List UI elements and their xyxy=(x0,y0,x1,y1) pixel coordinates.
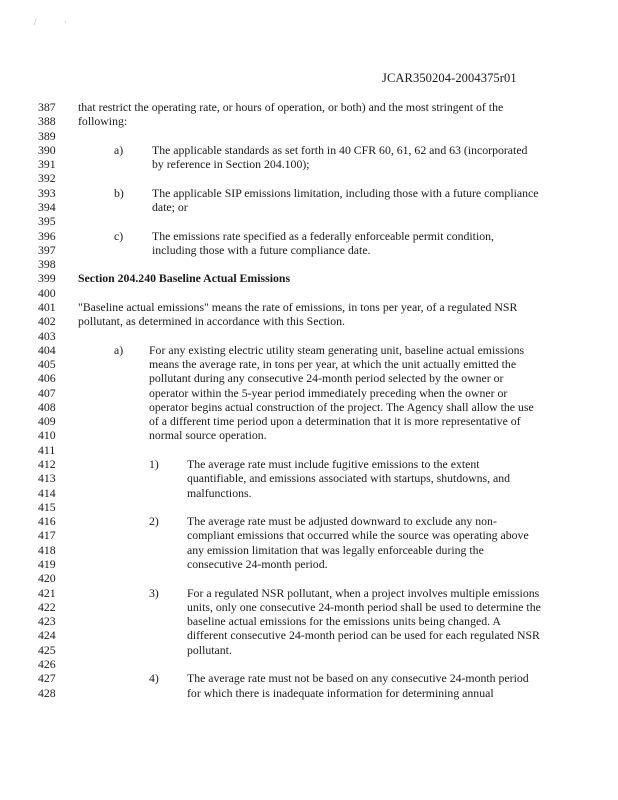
line-number: 399 xyxy=(38,271,56,286)
line-text: of a different time period upon a determination that it is more representative of xyxy=(149,414,521,429)
line-text: The applicable standards as set forth in 40 CFR 60, 61, 62 and 63 (incorporated xyxy=(152,142,528,157)
line-number: 416 xyxy=(38,514,56,529)
line-text: baseline actual emissions for the emissions units being changed. A xyxy=(187,614,501,629)
line-text: The average rate must be adjusted downward to exclude any non- xyxy=(187,514,497,529)
text-line xyxy=(0,271,618,285)
text-line xyxy=(0,400,618,414)
text-line xyxy=(0,243,618,257)
line-number: 400 xyxy=(38,285,56,300)
line-text: operator begins actual construction of the project. The Agency shall allow the use xyxy=(149,399,534,414)
text-line xyxy=(0,514,618,528)
line-number: 401 xyxy=(38,299,56,314)
text-line xyxy=(0,600,618,614)
text-line xyxy=(0,171,618,185)
line-text: The average rate must not be based on any consecutive 24-month period xyxy=(187,671,529,686)
line-text: pollutant during any consecutive 24-month period selected by the owner or xyxy=(149,371,504,386)
line-text: any emission limitation that was legally enforceable during the xyxy=(187,542,484,557)
line-text: malfunctions. xyxy=(187,485,252,500)
line-text: pollutant, as determined in accordance with this Section. xyxy=(78,314,345,329)
list-marker: a) xyxy=(114,342,124,357)
text-line xyxy=(0,386,618,400)
text-line xyxy=(0,614,618,628)
line-text: pollutant. xyxy=(187,642,232,657)
line-text: means the average rate, in tons per year, at which the unit actually emitted the xyxy=(149,357,517,371)
scan-mark: / xyxy=(34,17,37,27)
line-number: 397 xyxy=(38,242,56,257)
text-line xyxy=(0,528,618,542)
line-text: quantifiable, and emissions associated with startups, shutdowns, and xyxy=(187,471,511,486)
line-text: different consecutive 24-month period can be used for each regulated NSR xyxy=(187,628,540,643)
line-number: 428 xyxy=(38,685,56,700)
text-line xyxy=(0,314,618,328)
text-line xyxy=(0,143,618,157)
text-line xyxy=(0,357,618,371)
text-line xyxy=(0,343,618,357)
line-number: 423 xyxy=(38,614,56,629)
line-number: 388 xyxy=(38,114,56,129)
text-line xyxy=(0,100,618,114)
line-number: 402 xyxy=(38,314,56,329)
list-marker: c) xyxy=(114,228,124,243)
line-text: date; or xyxy=(152,200,188,214)
text-line xyxy=(0,657,618,671)
line-number: 389 xyxy=(38,128,56,143)
line-text: "Baseline actual emissions" means the rate of emissions, in tons per year, of a regulated NSR xyxy=(78,299,518,314)
list-marker: 3) xyxy=(149,585,159,600)
line-text: The applicable SIP emissions limitation, including those with a future compliance xyxy=(152,185,539,200)
line-number: 418 xyxy=(38,542,56,557)
line-text: operator within the 5-year period immediately preceding when the owner or xyxy=(149,385,508,400)
line-number: 398 xyxy=(38,257,56,272)
line-number: 414 xyxy=(38,485,56,500)
line-text: that restrict the operating rate, or hours of operation, or both) and the most stringent of the xyxy=(78,100,504,114)
line-number: 425 xyxy=(38,642,56,657)
line-text: following: xyxy=(78,114,128,129)
line-number: 410 xyxy=(38,428,56,443)
text-line xyxy=(0,186,618,200)
line-number: 420 xyxy=(38,571,56,586)
line-number: 387 xyxy=(38,100,56,114)
text-line xyxy=(0,586,618,600)
line-number: 393 xyxy=(38,185,56,200)
line-text: including those with a future compliance date. xyxy=(152,242,371,257)
text-line xyxy=(0,500,618,514)
line-text: For a regulated NSR pollutant, when a project involves multiple emissions xyxy=(187,585,540,600)
line-number: 395 xyxy=(38,214,56,229)
scan-mark: · xyxy=(64,17,67,27)
line-text: consecutive 24-month period. xyxy=(187,557,328,571)
line-number: 408 xyxy=(38,399,56,414)
line-number: 415 xyxy=(38,499,56,514)
text-line xyxy=(0,571,618,585)
line-text: The emissions rate specified as a federally enforceable permit condition, xyxy=(152,228,494,243)
line-number: 406 xyxy=(38,371,56,386)
line-number: 427 xyxy=(38,671,56,686)
line-number: 407 xyxy=(38,385,56,400)
text-line xyxy=(0,543,618,557)
text-line xyxy=(0,257,618,271)
list-marker: b) xyxy=(114,185,124,200)
text-line xyxy=(0,443,618,457)
line-number: 412 xyxy=(38,457,56,471)
text-line xyxy=(0,486,618,500)
line-text: by reference in Section 204.100); xyxy=(152,157,310,172)
section-heading: Section 204.240 Baseline Actual Emissions xyxy=(78,271,291,286)
text-line xyxy=(0,114,618,128)
text-line xyxy=(0,471,618,485)
line-number: 391 xyxy=(38,157,56,172)
list-marker: 4) xyxy=(149,671,159,686)
text-line xyxy=(0,686,618,700)
list-marker: 1) xyxy=(149,457,159,471)
line-number: 421 xyxy=(38,585,56,600)
line-text: for which there is inadequate information for determining annual xyxy=(187,685,494,700)
text-line xyxy=(0,628,618,642)
text-line xyxy=(0,643,618,657)
text-line xyxy=(0,286,618,300)
line-number: 404 xyxy=(38,342,56,357)
line-number: 417 xyxy=(38,528,56,543)
line-number: 390 xyxy=(38,142,56,157)
text-line xyxy=(0,457,618,471)
document-id: JCAR350204-2004375r01 xyxy=(382,71,517,85)
line-number: 426 xyxy=(38,656,56,671)
line-number: 403 xyxy=(38,328,56,343)
line-number: 424 xyxy=(38,628,56,643)
text-line xyxy=(0,329,618,343)
line-number: 396 xyxy=(38,228,56,243)
text-line xyxy=(0,300,618,314)
line-number: 419 xyxy=(38,557,56,571)
line-number: 413 xyxy=(38,471,56,486)
list-marker: 2) xyxy=(149,514,159,529)
text-line xyxy=(0,371,618,385)
text-line xyxy=(0,557,618,571)
line-text: The average rate must include fugitive emissions to the extent xyxy=(187,457,480,471)
line-number: 411 xyxy=(38,442,56,457)
line-text: units, only one consecutive 24-month period shall be used to determine the xyxy=(187,599,541,614)
text-line xyxy=(0,229,618,243)
line-number: 422 xyxy=(38,599,56,614)
text-line xyxy=(0,671,618,685)
text-line xyxy=(0,200,618,214)
text-line xyxy=(0,214,618,228)
line-number: 405 xyxy=(38,357,56,371)
line-number: 392 xyxy=(38,171,56,186)
line-text: compliant emissions that occurred while the source was operating above xyxy=(187,528,529,543)
line-text: normal source operation. xyxy=(149,428,267,443)
text-line xyxy=(0,414,618,428)
list-marker: a) xyxy=(114,142,124,157)
line-number: 394 xyxy=(38,200,56,214)
text-line xyxy=(0,428,618,442)
text-line xyxy=(0,129,618,143)
line-text: For any existing electric utility steam generating unit, baseline actual emissions xyxy=(149,342,525,357)
text-line xyxy=(0,157,618,171)
line-number: 409 xyxy=(38,414,56,429)
